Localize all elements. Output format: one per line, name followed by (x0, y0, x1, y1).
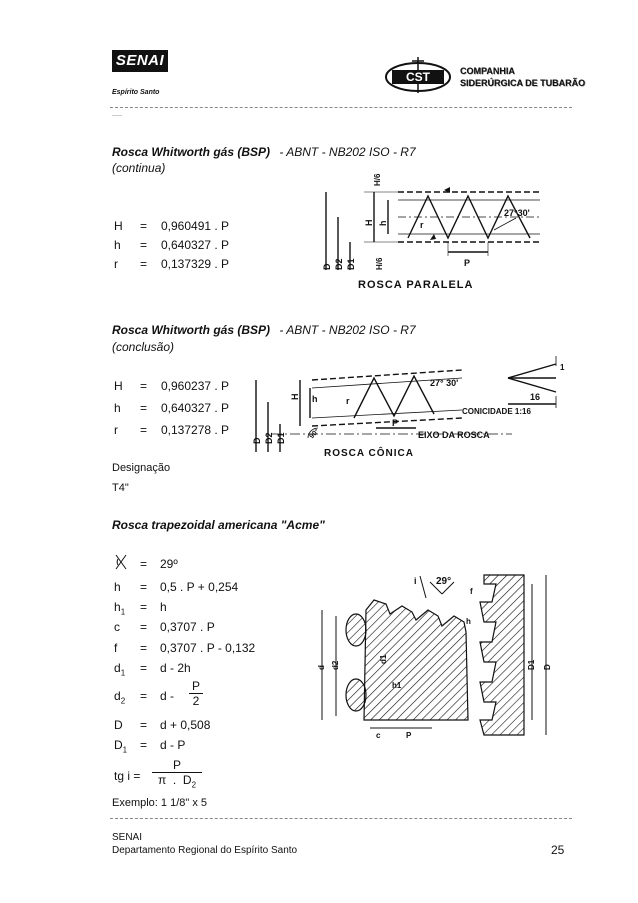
senai-logo: SENAI (112, 50, 168, 72)
section1-title-bold: Rosca Whitworth gás (BSP) (112, 145, 271, 159)
label-d2: d2 (331, 660, 340, 670)
label-d: d (317, 665, 326, 670)
formula-var: H (114, 219, 123, 233)
formula-var: h (114, 600, 121, 614)
formula-var: h (114, 401, 121, 415)
senai-subtitle: Espírito Santo (112, 89, 160, 96)
example-text: Exemplo: 1 1/8" x 5 (112, 797, 208, 809)
label-D1: D1 (346, 258, 356, 270)
label-D: D (252, 437, 262, 444)
angle2-label: 90° (308, 427, 321, 441)
parallel-thread-diagram (316, 170, 550, 295)
formula-val: 29º (160, 557, 178, 571)
d2-fraction (189, 679, 203, 708)
label-h: h (312, 394, 318, 404)
conicity-label: CONICIDADE 1:16 (462, 407, 531, 416)
tg-formula-label: tg i = (114, 769, 141, 783)
pi-symbol: π (157, 773, 167, 787)
angle-symbol-icon (114, 553, 130, 571)
label-P: P (406, 731, 412, 740)
formula-val: 0,960237 . P (161, 379, 230, 393)
dash-mark: ___ (112, 110, 123, 116)
formula-val: 0,137329 . P (161, 257, 230, 271)
formula-eq: = (140, 557, 148, 571)
formula-var: D (114, 718, 123, 732)
footer-department: Departamento Regional do Espírito Santo (112, 845, 298, 856)
formula-eq: = (140, 423, 148, 437)
formula-eq: = (140, 219, 148, 233)
formula-val: 0,640327 . P (161, 401, 230, 415)
formula-var: D (114, 738, 123, 752)
formula-eq: = (140, 661, 148, 675)
company-name (460, 65, 585, 89)
section1-title-rest: - ABNT - NB202 ISO - R7 (279, 145, 416, 159)
label-i: i (414, 576, 417, 586)
company-line-2: SIDERÚRGICA DE TUBARÃO (460, 78, 586, 88)
formula-var: f (114, 641, 118, 655)
formula-val: d + 0,508 (160, 718, 211, 732)
section3-title: Rosca trapezoidal americana "Acme" (112, 518, 325, 532)
label-r: r (346, 396, 350, 406)
formula-val: 0,137278 . P (161, 423, 230, 437)
label-P: P (464, 258, 471, 268)
formula-var: r (114, 423, 118, 437)
section1-title (112, 145, 416, 159)
angle-label: 27° 30' (430, 378, 459, 388)
label-P: P (392, 418, 399, 428)
designation-value: T4" (112, 482, 129, 494)
conical-caption: ROSCA CÔNICA (324, 448, 414, 459)
angle-label: 27°30' (504, 208, 530, 218)
section2-title-rest: - ABNT - NB202 ISO - R7 (279, 323, 416, 337)
formula-val: 0,5 . P + 0,254 (160, 580, 239, 594)
label-D: D (322, 263, 332, 270)
fraction-numerator: P (191, 679, 200, 693)
formula-eq: = (140, 257, 148, 271)
formula-val: d - 2h (160, 661, 191, 675)
label-d1: d1 (379, 654, 388, 664)
acme-angle-label: 29° (436, 576, 452, 587)
label-D1: D1 (527, 659, 536, 670)
footer-divider (110, 818, 572, 819)
parallel-caption: ROSCA PARALELA (358, 279, 474, 291)
tg-fraction (152, 758, 202, 789)
formula-eq: = (140, 580, 148, 594)
den-sub: 2 (191, 780, 197, 790)
label-f: f (470, 587, 473, 596)
fraction-denominator (152, 773, 202, 789)
formula-val: d - P (160, 738, 186, 752)
fraction-numerator: P (172, 758, 181, 772)
formula-val: 0,3707 . P - 0,132 (160, 641, 256, 655)
conical-thread-diagram (252, 356, 576, 468)
dot-symbol: . (172, 773, 177, 787)
formula-eq: = (140, 600, 148, 614)
section2-subtitle: (conclusão) (112, 340, 175, 354)
formula-eq: = (140, 401, 148, 415)
formula-eq: = (140, 718, 148, 732)
section2-title-bold: Rosca Whitworth gás (BSP) (112, 323, 271, 337)
label-H6-top: H/6 (373, 173, 382, 186)
formula-sub: 2 (120, 696, 126, 706)
formula-eq: = (140, 238, 148, 252)
formula-var: h (114, 238, 121, 252)
formula-eq: = (140, 738, 148, 752)
label-1: 1 (560, 363, 565, 372)
formula-eq: = (140, 689, 148, 703)
formula-var: d (114, 689, 121, 703)
formula-eq: = (140, 379, 148, 393)
axis-label: EIXO DA ROSCA (418, 430, 490, 440)
formula-val: h (160, 600, 167, 614)
formula-eq: = (140, 620, 148, 634)
designation-label: Designação (112, 462, 171, 474)
page-number: 25 (551, 843, 565, 857)
label-c: c (376, 731, 381, 740)
label-H: H (364, 219, 374, 226)
label-h1: h1 (392, 681, 402, 690)
formula-val: 0,3707 . P (160, 620, 215, 634)
label-h: h (378, 220, 388, 226)
formula-var: r (114, 257, 118, 271)
cst-logo-text: CST (406, 70, 430, 84)
label-H6-bottom: H/6 (375, 257, 384, 270)
label-H: H (290, 393, 300, 400)
fraction-denominator: 2 (192, 694, 200, 708)
label-D: D (543, 664, 552, 670)
section1-subtitle: (continua) (112, 161, 166, 175)
formula-val: 0,960491 . P (161, 219, 230, 233)
cst-logo-icon (382, 55, 454, 95)
label-h: h (466, 617, 471, 626)
conicity-value: 16 (530, 392, 541, 402)
den-var: D (182, 773, 192, 787)
formula-val: 0,640327 . P (161, 238, 230, 252)
label-D2: D2 (334, 258, 344, 270)
label-D1: D1 (276, 432, 286, 444)
formula-var: H (114, 379, 123, 393)
formula-sub: 1 (120, 607, 126, 617)
formula-var: d (114, 661, 121, 675)
formula-var: h (114, 580, 121, 594)
formula-sub: 1 (122, 745, 128, 755)
section2-title (112, 323, 416, 337)
label-r: r (420, 220, 424, 230)
formula-sub: 1 (120, 668, 126, 678)
footer-org: SENAI (112, 832, 143, 843)
formula-val: d - (160, 689, 175, 703)
formula-var: c (114, 620, 120, 634)
label-D2: D2 (264, 432, 274, 444)
company-line-1: COMPANHIA (460, 66, 515, 76)
formula-eq: = (140, 641, 148, 655)
acme-thread-diagram (308, 570, 558, 745)
header-divider (110, 107, 572, 108)
